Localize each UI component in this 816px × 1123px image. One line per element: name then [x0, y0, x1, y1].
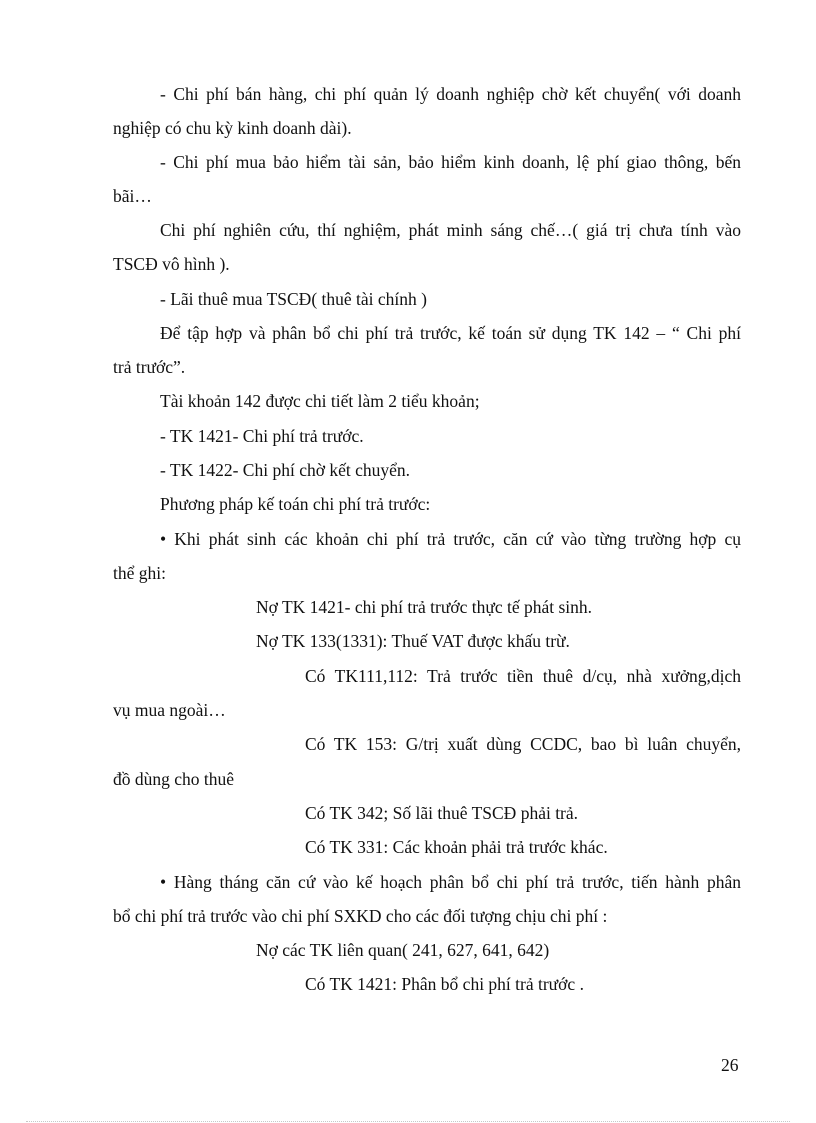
text-line: - Chi phí bán hàng, chi phí quản lý doanh nghiệp chờ kết chuyển( với doanh — [160, 84, 741, 104]
text-line: Có TK 342; Số lãi thuê TSCĐ phải trả. — [305, 803, 579, 823]
text-line: bổ chi phí trả trước vào chi phí SXKD cho các đối tượng chịu chi phí : — [113, 906, 608, 926]
text-line: Để tập hợp và phân bổ chi phí trả trước, kế toán sử dụng TK 142 – “ Chi phí — [160, 323, 741, 343]
text-line: bãi… — [113, 186, 152, 206]
text-line: Nợ TK 1421- chi phí trả trước thực tế phát sinh. — [256, 597, 593, 617]
text-line: - TK 1422- Chi phí chờ kết chuyển. — [160, 460, 410, 480]
text-line: Có TK 1421: Phân bổ chi phí trả trước . — [305, 974, 584, 994]
text-line: TSCĐ vô hình ). — [113, 254, 230, 274]
text-line: Có TK 331: Các khoản phải trả trước khác. — [305, 837, 608, 857]
text-line: đồ dùng cho thuê — [113, 769, 235, 789]
text-line: Chi phí nghiên cứu, thí nghiệm, phát minh sáng chế…( giá trị chưa tính vào — [160, 220, 741, 240]
text-line: • Hàng tháng căn cứ vào kế hoạch phân bổ chi phí trả trước, tiến hành phân — [160, 872, 741, 892]
text-line: Nợ các TK liên quan( 241, 627, 641, 642) — [256, 940, 550, 960]
text-line: Nợ TK 133(1331): Thuế VAT được khấu trừ. — [256, 631, 570, 651]
text-line: Có TK 153: G/trị xuất dùng CCDC, bao bì luân chuyển, — [305, 734, 741, 754]
text-line: thể ghi: — [113, 563, 166, 583]
text-line: - Lãi thuê mua TSCĐ( thuê tài chính ) — [160, 289, 427, 309]
text-line: - Chi phí mua bảo hiểm tài sản, bảo hiểm kinh doanh, lệ phí giao thông, bến — [160, 152, 741, 172]
text-line: vụ mua ngoài… — [113, 700, 226, 720]
text-line: nghiệp có chu kỳ kinh doanh dài). — [113, 118, 352, 138]
text-line: Tài khoản 142 được chi tiết làm 2 tiểu khoản; — [160, 391, 480, 411]
text-line: trả trước”. — [113, 357, 186, 377]
text-line: • Khi phát sinh các khoản chi phí trả trước, căn cứ vào từng trường hợp cụ — [160, 529, 741, 549]
page-number: 26 — [721, 1055, 739, 1075]
text-line: Phương pháp kế toán chi phí trả trước: — [160, 494, 431, 514]
text-line: Có TK111,112: Trả trước tiền thuê d/cụ, nhà xưởng,dịch — [305, 666, 741, 686]
page-bottom-border — [26, 1121, 790, 1122]
text-line: - TK 1421- Chi phí trả trước. — [160, 426, 364, 446]
